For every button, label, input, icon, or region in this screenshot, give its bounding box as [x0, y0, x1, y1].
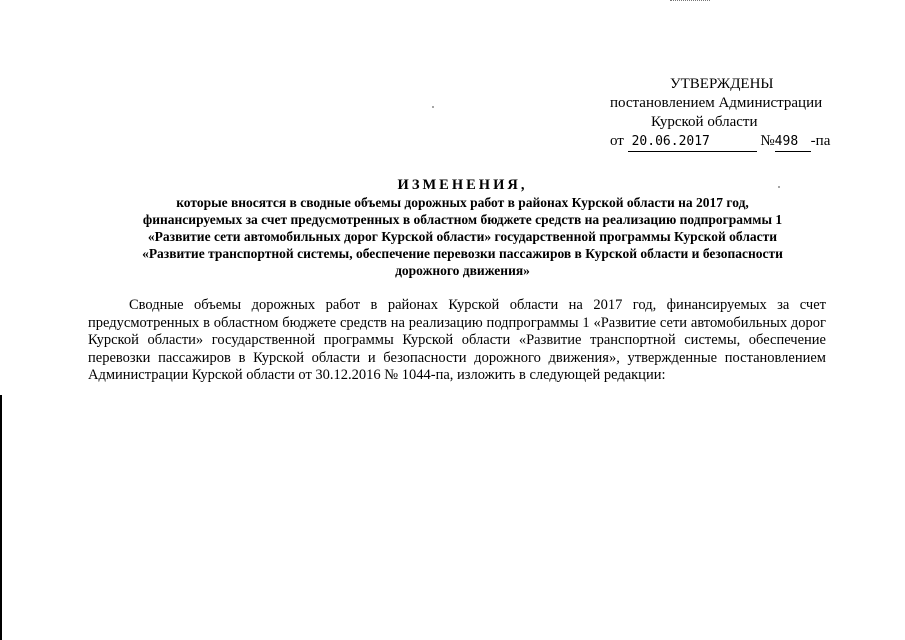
- approval-region: Курской области: [651, 114, 758, 130]
- document-title: [80, 177, 845, 279]
- title-line: дорожного движения»: [395, 263, 530, 278]
- body-paragraph: Сводные объемы дорожных работ в районах Курской области на 2017 год, финансируемых за счет предусмотренных в областном бюджете средств на реализацию подпрограммы 1 «Развитие сети автомобильных дорог Курской области» государственной программы Курской области «Развитие транспортной системы, обеспечение перевозки пассажиров в Курской области и безопасности дорожного движения», утвержденные постановлением Администрации Курской области от 30.12.2016 № 1044-па, изложить в следующей редакции:: [88, 297, 826, 383]
- title-line: финансируемых за счет предусмотренных в областном бюджете средств на реализацию подпрограммы 1: [142, 212, 783, 227]
- title-line: «Развитие транспортной системы, обеспечение перевозки пассажиров в Курской области и безопасности: [142, 246, 783, 261]
- approval-date-number: [610, 132, 835, 152]
- title-line: «Развитие сети автомобильных дорог Курской области» государственной программы Курской области: [147, 229, 778, 244]
- decree-number: 498: [775, 132, 811, 152]
- number-sign: №: [760, 133, 775, 149]
- approval-by-decree: постановлением Администрации: [610, 95, 823, 111]
- title-line: которые вносятся в сводные объемы дорожных работ в районах Курской области на 2017 год,: [176, 195, 749, 210]
- approval-heading: УТВЕРЖДЕНЫ: [670, 76, 774, 92]
- scan-speck: [432, 106, 434, 108]
- decree-date: 20.06.2017: [628, 132, 757, 152]
- approval-stamp: [610, 75, 835, 152]
- scan-artifact: [670, 0, 710, 3]
- date-prefix: от: [610, 133, 624, 149]
- number-suffix: -па: [810, 133, 831, 149]
- scan-edge-line: [0, 395, 2, 640]
- title-main: ИЗМЕНЕНИЯ,: [397, 177, 528, 193]
